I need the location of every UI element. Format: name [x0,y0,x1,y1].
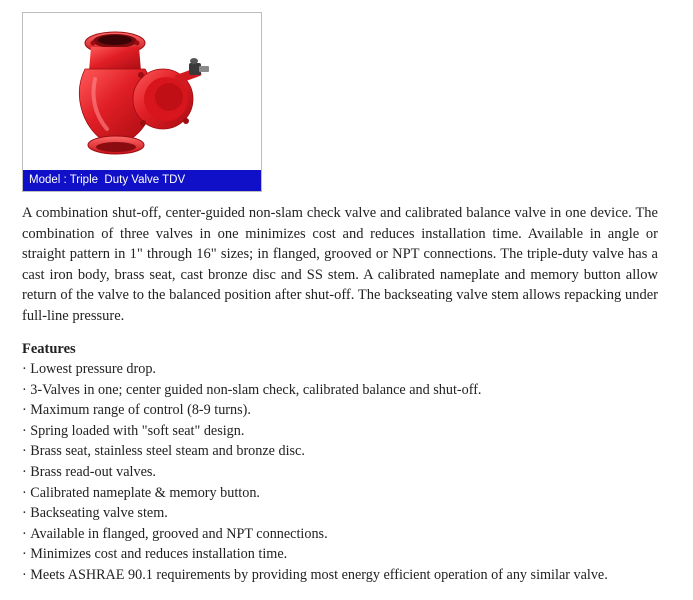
feature-item: · Meets ASHRAE 90.1 requirements by providing most energy efficient operation of any similar valve. [22,565,672,586]
feature-item: · Lowest pressure drop. [22,359,672,380]
product-description: A combination shut-off, center-guided non-slam check valve and calibrated balance valve in one device. The combination of three valves in one minimizes cost and reduces installation time. Available in angle or straight pattern in 1" through 16" sizes; in flanged, grooved or NPT connections. The triple-duty valve has a cast iron body, brass seat, cast bronze disc and SS stem. A calibrated nameplate and memory button allow return of the valve to the balanced position after shut-off. The backseating valve stem allows repacking under full-line pressure. [22,205,658,324]
features-list [22,359,672,586]
feature-item: · Minimizes cost and reduces installation time. [22,544,672,565]
feature-item: · Spring loaded with "soft seat" design. [22,421,672,442]
features-heading: Features [22,341,76,357]
feature-item: · 3-Valves in one; center guided non-slam check, calibrated balance and shut-off. [22,380,672,401]
valve-photo [23,13,261,170]
product-card [22,12,262,192]
feature-item: · Maximum range of control (8-9 turns). [22,400,672,421]
feature-item: · Backseating valve stem. [22,503,672,524]
feature-item: · Brass read-out valves. [22,462,672,483]
feature-item: · Brass seat, stainless steel steam and bronze disc. [22,441,672,462]
feature-item: · Available in flanged, grooved and NPT connections. [22,524,672,545]
product-caption: Model : Triple Duty Valve TDV [23,170,261,191]
features-section [22,340,672,586]
feature-item: · Calibrated nameplate & memory button. [22,483,672,504]
